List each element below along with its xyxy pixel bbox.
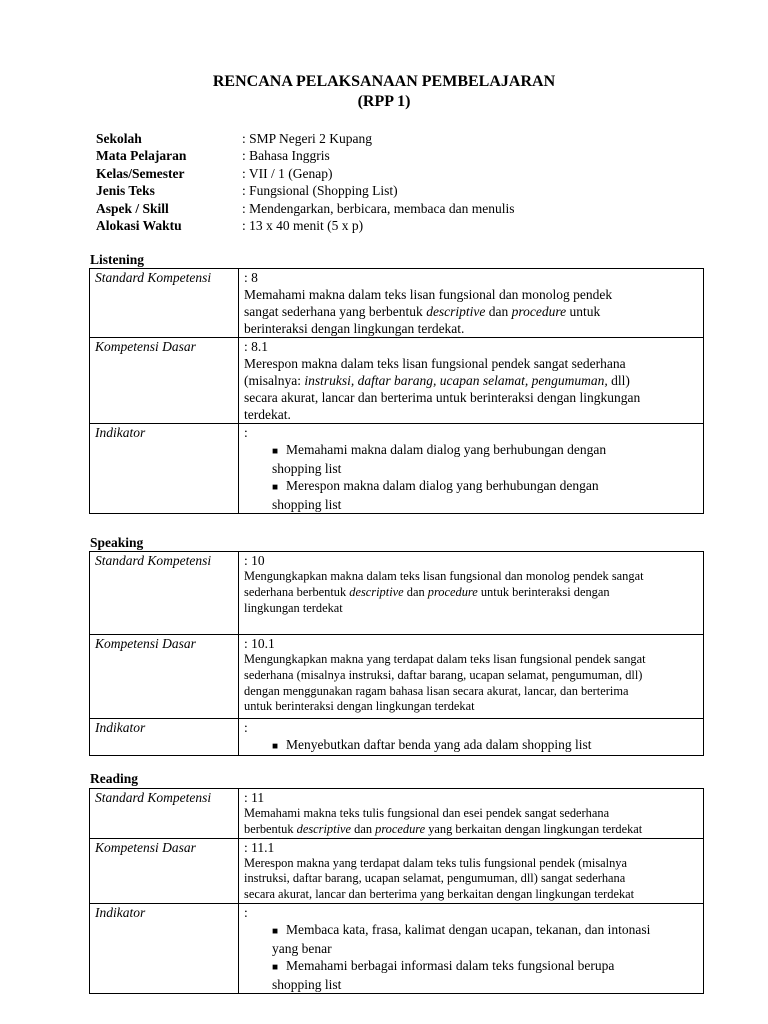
reading-table [89, 788, 704, 994]
info-value: : SMP Negeri 2 Kupang [242, 131, 372, 146]
text-line: : 10 [244, 553, 265, 568]
info-key: Sekolah [96, 131, 142, 146]
row-label: Indikator [90, 424, 239, 514]
text-line: secara akurat, lancar dan berterima yang berkaitan dengan lingkungan terdekat [244, 887, 635, 902]
info-row [96, 217, 696, 234]
info-row [96, 200, 696, 217]
text-line: : 11.1 [244, 839, 275, 855]
list-item: ■ Memahami berbagai informasi dalam teks fungsional berupa shopping list [272, 957, 615, 992]
text-line: lingkungan terdekat [244, 600, 343, 615]
text-line: Merespon makna dalam teks lisan fungsional pendek sangat sederhana [244, 356, 626, 371]
text-line: Mengungkapkan makna dalam teks lisan fungsional dan monolog pendek sangat [244, 569, 644, 583]
text-line: secara akurat, lancar dan berterima untuk berinteraksi dengan lingkungan [244, 390, 641, 405]
list-item: ■ Memahami makna dalam dialog yang berhubungan dengan shopping list [272, 442, 607, 476]
text-line: untuk berinteraksi dengan lingkungan terdekat [244, 699, 475, 714]
bullet-icon: ■ [272, 741, 279, 752]
info-row [96, 165, 696, 182]
row-label: Kompetensi Dasar [90, 838, 239, 903]
table-row [90, 903, 704, 993]
row-label: Standard Kompetensi [90, 789, 239, 839]
text-line: (misalnya: instruksi, daftar barang, ucapan selamat, pengumuman, dll) [244, 373, 630, 388]
document-subtitle: (RPP 1) [357, 93, 411, 110]
row-label: Kompetensi Dasar [90, 635, 239, 719]
row-label: Standard Kompetensi [90, 552, 239, 635]
info-value: : Mendengarkan, berbicara, membaca dan menulis [242, 200, 515, 216]
table-row [90, 424, 704, 514]
row-content [239, 269, 704, 338]
bullet-icon: ■ [272, 925, 279, 937]
text-line: terdekat. [244, 407, 291, 422]
text-line: sederhana (misalnya instruksi, daftar barang, ucapan selamat, pengumuman, dll) [244, 667, 643, 682]
list-item: ■ Membaca kata, frasa, kalimat dengan ucapan, tekanan, dan intonasi yang benar [272, 921, 651, 956]
bullet-icon: ■ [272, 482, 279, 493]
list-item: ■ Merespon makna dalam dialog yang berhubungan dengan shopping list [272, 478, 599, 512]
table-row [90, 552, 704, 635]
row-content [239, 635, 704, 719]
info-row [96, 182, 696, 199]
info-key: Jenis Teks [96, 183, 155, 199]
row-content [239, 789, 704, 839]
table-row [90, 269, 704, 338]
info-key: Alokasi Waktu [96, 218, 182, 234]
info-value: : Bahasa Inggris [242, 148, 330, 164]
info-key: Mata Pelajaran [96, 148, 187, 164]
row-content [239, 338, 704, 424]
table-row [90, 789, 704, 839]
document-title: RENCANA PELAKSANAAN PEMBELAJARAN [212, 73, 556, 90]
row-label: Indikator [90, 719, 239, 756]
text-line: dengan menggunakan ragam bahasa lisan secara akurat, lancar, dan berterima [244, 683, 629, 698]
bullet-icon: ■ [272, 446, 279, 457]
info-key: Aspek / Skill [96, 200, 169, 216]
text-line: Merespon makna yang terdapat dalam teks tulis fungsional pendek (misalnya [244, 855, 627, 870]
row-label: Indikator [90, 903, 239, 993]
section-heading-listening: Listening [90, 252, 145, 267]
section-heading-reading: Reading [90, 771, 139, 786]
row-content [239, 552, 704, 635]
bullet-icon: ■ [272, 961, 279, 973]
table-row [90, 838, 704, 903]
text-line: : 8.1 [244, 339, 269, 354]
info-row [96, 147, 696, 164]
info-value: : VII / 1 (Genap) [242, 165, 333, 181]
row-content: : ■ Memahami makna dalam dialog yang berhubungan dengan shopping list ■ Merespon makna dalam dialog yang berhubungan dengan shopping list [239, 424, 704, 514]
row-content [239, 838, 704, 903]
row-content: : ■ Membaca kata, frasa, kalimat dengan ucapan, tekanan, dan intonasi yang benar ■ Memahami berbagai informasi dalam teks fungsional berupa shopping list [239, 903, 704, 993]
text-line: : 8 [244, 270, 258, 285]
text-line: berinteraksi dengan lingkungan terdekat. [244, 321, 465, 336]
text-line: Memahami makna dalam teks lisan fungsional dan monolog pendek [244, 287, 613, 302]
list-item: ■ Menyebutkan daftar benda yang ada dalam shopping list [244, 736, 699, 755]
info-value: : 13 x 40 menit (5 x p) [242, 218, 364, 234]
row-label: Standard Kompetensi [90, 269, 239, 338]
speaking-table [89, 551, 704, 756]
row-label: Kompetensi Dasar [90, 338, 239, 424]
text-line: Mengungkapkan makna yang terdapat dalam teks lisan fungsional pendek sangat [244, 652, 646, 666]
text-line: : 11 [244, 790, 265, 805]
table-row [90, 635, 704, 719]
listening-table [89, 268, 704, 514]
text-line: sederhana berbentuk descriptive dan procedure untuk berinteraksi dengan [244, 584, 610, 599]
info-row [96, 130, 696, 147]
text-line: instruksi, daftar barang, ucapan selamat, pengumuman, dll) sangat sederhana [244, 871, 626, 886]
text-line: sangat sederhana yang berbentuk descriptive dan procedure untuk [244, 304, 601, 319]
text-line: Memahami makna teks tulis fungsional dan esei pendek sangat sederhana [244, 806, 610, 820]
text-line: : 10.1 [244, 636, 275, 651]
table-row [90, 338, 704, 424]
row-content: : ■ Menyebutkan daftar benda yang ada dalam shopping list [239, 719, 704, 756]
info-key: Kelas/Semester [96, 165, 185, 181]
info-value: : Fungsional (Shopping List) [242, 183, 398, 199]
text-line: berbentuk descriptive dan procedure yang berkaitan dengan lingkungan terdekat [244, 821, 643, 836]
section-heading-speaking: Speaking [90, 535, 144, 550]
info-table [96, 130, 696, 234]
table-row [90, 719, 704, 756]
